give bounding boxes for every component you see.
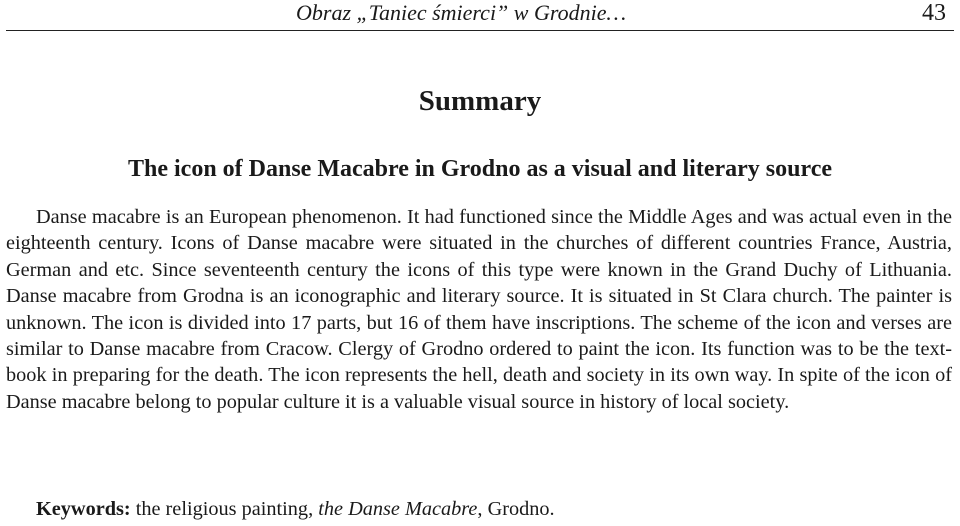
paper-title: The icon of Danse Macabre in Grodno as a visual and literary source [127,156,832,182]
running-header [6,0,954,31]
abstract-paragraph: Danse macabre is an European phenomenon. It had functioned since the Middle Ages and was actual even in the eighteenth century. Icons of Danse macabre were situated in the churches of different countries France, Austria, German and etc. Since seventeenth century the icons of this type were known in the Grand Duchy of Lithuania. Danse macabre from Grodna is an iconographic and literary source. It is situated in St Clara church. The painter is unknown. The icon is divided into 17 parts, but 16 of them have inscriptions. The scheme of the icon and verses are similar to Danse macabre from Cracow. Clergy of Grodno ordered to paint the icon. Its function was to be the textbook in preparing for the death. The icon represents the hell, death and society in its own way. In spite of the icon of Danse macabre belong to popular culture it is a valuable visual source in history of local society. [6,206,952,413]
running-title: Obraz „Taniec śmierci” w Grodnie… [296,0,627,25]
keywords-label: Keywords: [36,498,131,520]
keywords-line [36,496,555,522]
keywords-text-italic: the Danse Macabre [318,498,478,520]
keywords-text-2: , Grodno. [477,498,555,520]
page-number: 43 [922,0,946,26]
section-heading: Summary [418,85,542,117]
keywords-text-1: the religious painting, [130,498,319,520]
